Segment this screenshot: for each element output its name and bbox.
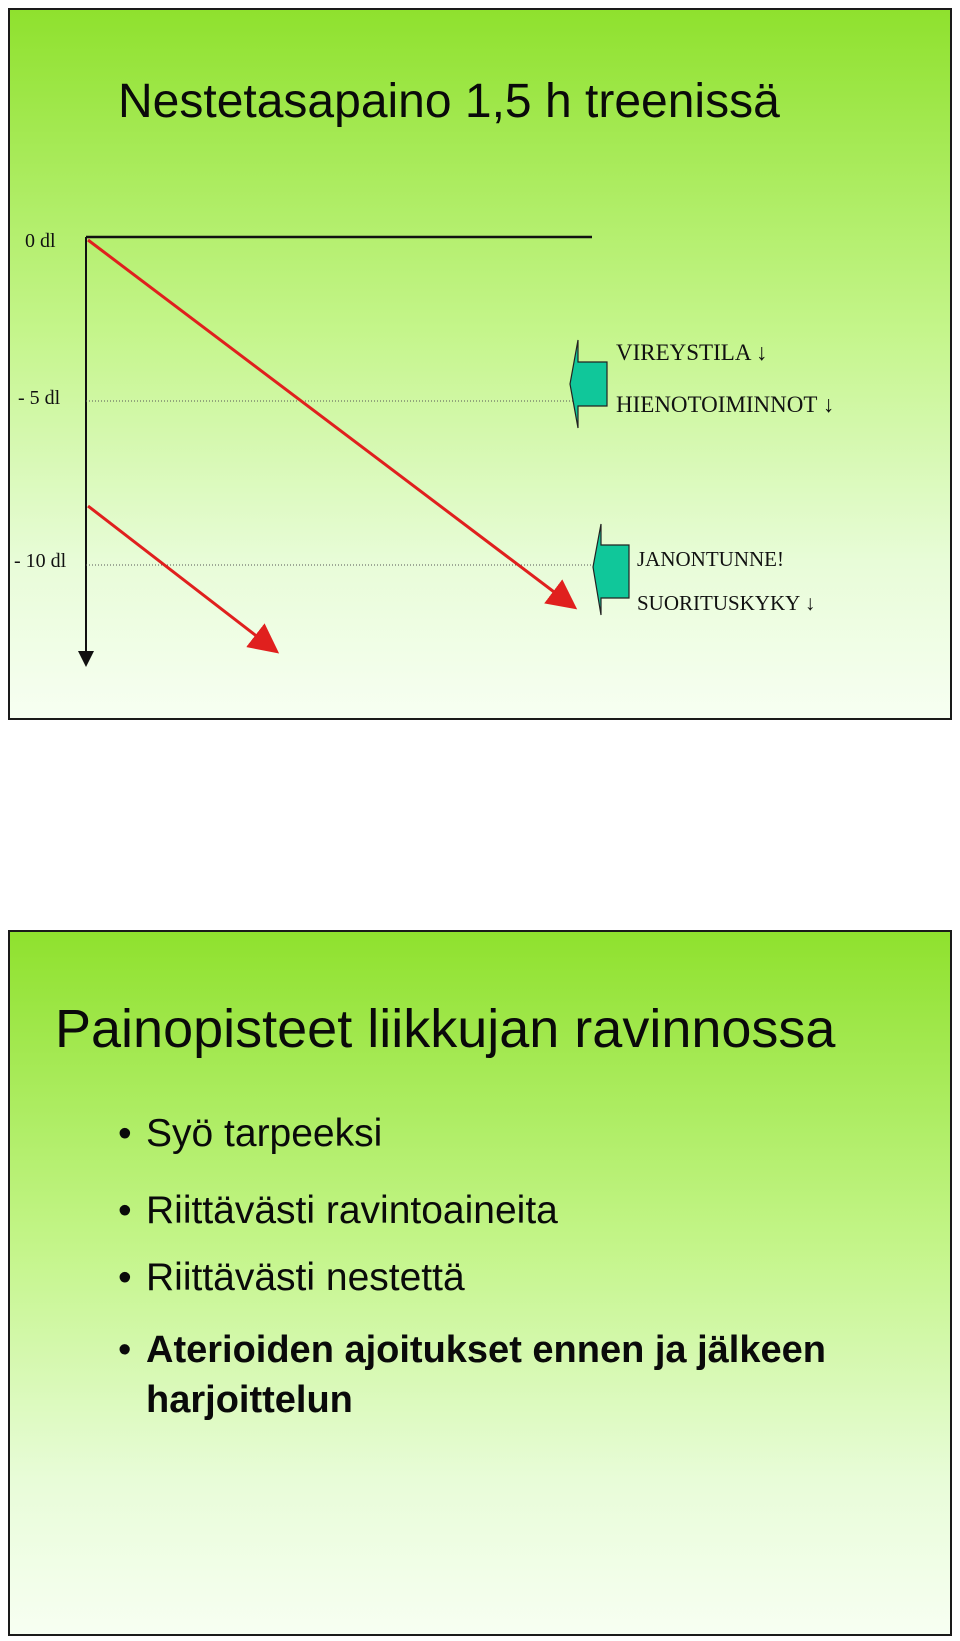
slide-title: Nestetasapaino 1,5 h treenissä bbox=[118, 75, 780, 128]
fluid-loss-line-steep bbox=[88, 506, 272, 648]
pointer-arrow-5dl bbox=[570, 340, 607, 428]
slide-title: Painopisteet liikkujan ravinnossa bbox=[55, 999, 836, 1059]
bullet-list bbox=[118, 1110, 918, 1425]
axis-label-0dl: 0 dl bbox=[25, 230, 56, 252]
axis-label-5dl: - 5 dl bbox=[18, 387, 61, 409]
bullet-item: • Riittävästi ravintoaineita bbox=[118, 1187, 918, 1235]
effect-thirst: JANONTUNNE! bbox=[637, 547, 784, 571]
bullet-item: • Syö tarpeeksi bbox=[118, 1110, 918, 1158]
bullet-item: • Aterioiden ajoitukset ennen ja jälkeen harjoittelun bbox=[118, 1325, 918, 1425]
pointer-arrow-10dl bbox=[593, 524, 629, 615]
effect-alertness: VIREYSTILA ↓ bbox=[616, 340, 768, 365]
axis-label-10dl: - 10 dl bbox=[14, 550, 67, 572]
fluid-loss-line-main bbox=[88, 240, 570, 604]
slide-nutrition-priorities bbox=[8, 930, 952, 1636]
effect-performance: SUORITUSKYKY ↓ bbox=[637, 591, 816, 615]
effect-fine-motor: HIENOTOIMINNOT ↓ bbox=[616, 392, 835, 417]
bullet-item: • Riittävästi nestettä bbox=[118, 1254, 918, 1302]
slide-fluid-balance bbox=[8, 8, 952, 720]
